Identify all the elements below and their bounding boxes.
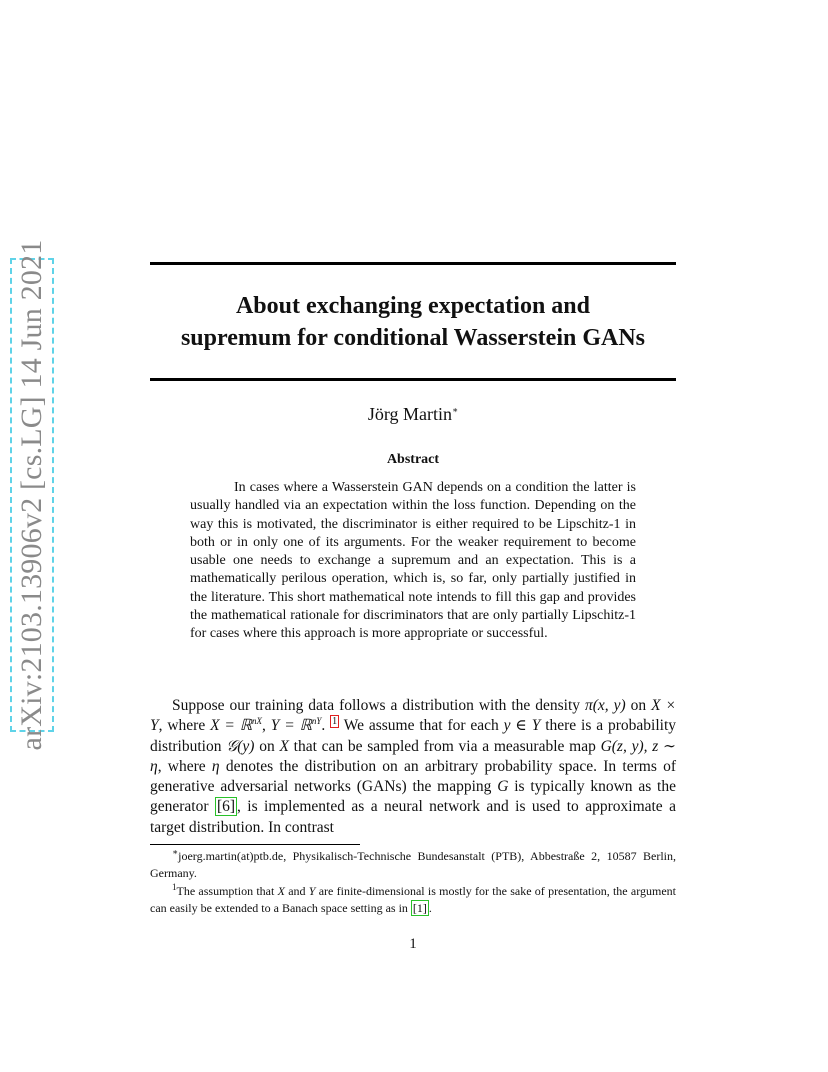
abstract-text: In cases where a Wasserstein GAN depends on a condition the latter is usually handled via an expectation within the loss function. Depending on the way this is motivated, the discriminator is either required to be Lipschitz-1 in both or in only one of its arguments. For the weaker requirement to become usable one needs to exchange a supremum and an expectation. This is a mathematically perilous operation, which is, so far, only partially justified in the literature. This short mathematical note intends to fill this gap and provides the mathematical rationale for discriminators that are only partially Lipschitz-1 for cases where this approach is more appropriate or successful. bbox=[190, 480, 636, 642]
math: X bbox=[277, 884, 285, 898]
footnote-1 bbox=[150, 883, 676, 916]
text-run: , where bbox=[157, 757, 212, 775]
math: X × Y bbox=[150, 697, 677, 735]
footnote-mark: 1 bbox=[172, 882, 177, 892]
math: 𝒢(y) bbox=[226, 737, 255, 755]
math-sup: nX bbox=[252, 716, 263, 727]
footnote-text: and bbox=[284, 884, 309, 898]
math: η bbox=[211, 757, 220, 775]
footnote-text: . bbox=[428, 900, 432, 915]
text-run: , where bbox=[158, 717, 211, 735]
text-run: denotes the distribution on an arbitrary probability space. In terms of generative adversarial networks (GANs) the mapping bbox=[150, 757, 676, 796]
text-run: on bbox=[254, 737, 280, 755]
math: X = ℝ bbox=[210, 717, 253, 735]
title-line-2: supremum for conditional Wasserstein GANs bbox=[180, 325, 646, 351]
title-rule-bottom bbox=[150, 378, 676, 381]
footnotes bbox=[150, 848, 676, 918]
paper-title bbox=[150, 290, 676, 354]
text-run: Suppose our training data follows a distribution with the density bbox=[172, 697, 585, 714]
math-sup: nY bbox=[311, 716, 322, 727]
footnote-mark: ∗ bbox=[172, 847, 179, 857]
abstract-heading: Abstract bbox=[386, 452, 440, 467]
math: y ∈ Y bbox=[503, 717, 541, 735]
text-run: is typically known as the generator bbox=[150, 778, 676, 816]
body-text bbox=[150, 696, 676, 838]
text-run: there is a probability distribution bbox=[150, 717, 677, 755]
footnote-text: are finite-dimensional is mostly for the sake of presentation, the argument can easily be extended to a Banach space setting as in bbox=[150, 884, 676, 915]
footnote-author bbox=[150, 848, 676, 881]
text-run: We assume that for each bbox=[339, 717, 504, 735]
author-footnote-mark: ∗ bbox=[452, 405, 459, 415]
text-run: , bbox=[262, 717, 271, 735]
citation-link-1[interactable]: [1] bbox=[412, 900, 427, 915]
footnote-text: The assumption that bbox=[176, 884, 278, 898]
text-run: . bbox=[321, 717, 331, 735]
math: π(x, y) bbox=[584, 697, 626, 714]
text-run: on bbox=[625, 697, 652, 714]
footnote-1-link[interactable]: 1 bbox=[332, 716, 338, 728]
title-rule-top bbox=[150, 262, 676, 265]
author bbox=[150, 404, 676, 425]
author-name: Jörg Martin bbox=[367, 404, 453, 424]
text-run: , is implemented as a neural network and is used to approximate a target distribution. In contrast bbox=[150, 798, 676, 836]
footnote-text: joerg.martin(at)ptb.de, Physikalisch-Technische Bundesanstalt (PTB), Abbestraße 2, 10587 Berlin, Germany. bbox=[150, 849, 676, 880]
footnote-rule bbox=[150, 844, 360, 845]
math: Y bbox=[308, 884, 316, 898]
citation-link-6[interactable]: [6] bbox=[216, 798, 236, 816]
math: X bbox=[279, 737, 289, 755]
page-number: 1 bbox=[409, 936, 417, 952]
arxiv-stamp bbox=[10, 239, 54, 751]
math: G(z, y), z ∼ η bbox=[150, 737, 676, 775]
text-run: that can be sampled from via a measurable map bbox=[288, 737, 601, 755]
title-line-1: About exchanging expectation and bbox=[235, 293, 591, 319]
body-paragraph bbox=[150, 696, 676, 838]
abstract bbox=[190, 479, 636, 644]
math: Y = ℝ bbox=[270, 717, 312, 735]
math: G bbox=[497, 778, 509, 796]
arxiv-id: arXiv:2103.13906v2 [cs.LG] 14 Jun 2021 bbox=[15, 239, 48, 751]
